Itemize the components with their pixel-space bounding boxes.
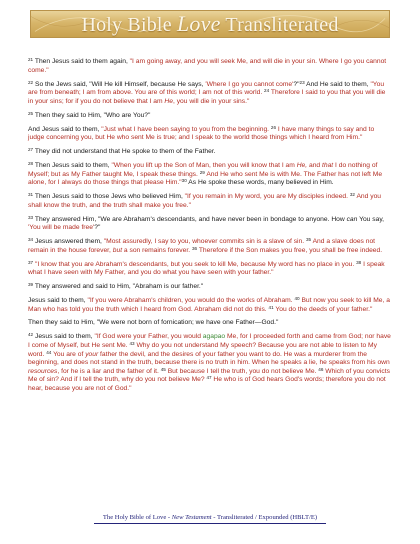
- verse-number: 23: [299, 79, 305, 85]
- verse-paragraph: $^{39}$ They answered and said to Him, "Abraham is our father.": [28, 281, 204, 290]
- verse-number: 26: [270, 124, 277, 130]
- verse-number: 45: [160, 366, 166, 372]
- verse-paragraph: Then they said to Him, "We were not born of fornication; we have one Father—God.": [28, 319, 279, 327]
- verse-paragraph: $^{21}$ Then Jesus said to them again, "I am going away, and you will seek Me, and will die in your sin. Where I go you cannot come.": [28, 56, 387, 74]
- footer-underline: [94, 523, 326, 524]
- verse-number: 43: [129, 340, 135, 346]
- verse-number: 36: [191, 245, 198, 251]
- verse-number: 40: [294, 295, 300, 301]
- verse-number: 35: [305, 236, 312, 242]
- verse-number: 38: [356, 259, 362, 265]
- verse-number: 47: [206, 375, 212, 381]
- verse-paragraph: $^{42}$ Jesus said to them, "If God were your Father, you would agapao Me, for I proceeded forth and came from God; nor have I come of Myself, but He sent Me. $^{43}$ Why do you not understand My speech? Because you are not able to listen to My word. $^{44}$ You are of your father the devil, and the desires of your father you want to do. He was a murderer from the beginning, and does not stand in the truth, because there is no truth in him. When he speaks a lie, he speaks from his own resources, for he is a liar and the father of it. $^{45}$ But because I tell the truth, you do not believe Me. $^{46}$ Which of you convicts Me of sin? And if I tell the truth, why do you not believe Me? $^{47}$ He who is of God hears God's words; therefore you do not hear, because you are not of God.": [28, 332, 391, 393]
- verse-paragraph: $^{28}$ Then Jesus said to them, "When you lift up the Son of Man, then you will know that I am He, and that I do nothing of Myself; but as My Father taught Me, I speak these things. $^{29}$ And He who sent Me is with Me. The Father has not left Me alone, for I always do those things that please Him."$^{30}$ As He spoke these words, many believed in Him.: [28, 160, 383, 187]
- verse-number: 21: [28, 56, 34, 62]
- header-banner: [30, 10, 390, 38]
- verse-number: 39: [28, 281, 34, 287]
- verse-paragraph: $^{25}$ Then they said to Him, "Who are You?": [28, 110, 151, 119]
- transliterated-word: agapao: [202, 333, 226, 341]
- verse-number: 22: [28, 79, 34, 85]
- verse-number: 25: [28, 110, 34, 116]
- verse-number: 31: [28, 191, 34, 197]
- verse-paragraph: $^{31}$ Then Jesus said to those Jews who believed Him, "If you remain in My word, you are My disciples indeed. $^{32}$ And you shall know the truth, and the truth shall make you free.": [28, 191, 382, 209]
- page-footer: The Holy Bible of Love - New Testament - Transliterated / Expounded (HBLT/E): [102, 514, 318, 521]
- verse-paragraph: $^{22}$ So the Jews said, "Will He kill Himself, because He says, 'Where I go you cannot come'?"$^{23}$ And He said to them, "You are from beneath; I am from above. You are of this world; I am not of this world. $^{24}$ Therefore I said to you that you will die in your sins; for if you do not believe that I am He, you will die in your sins.": [28, 79, 386, 105]
- verse-paragraph: $^{27}$ They did not understand that He spoke to them of the Father.: [28, 146, 216, 155]
- verse-number: 28: [28, 160, 34, 166]
- verse-paragraph: $^{34}$ Jesus answered them, "Most assuredly, I say to you, whoever commits sin is a slave of sin. $^{35}$ And a slave does not remain in the house forever, but a son remains forever. $^{36}$ Therefore if the Son makes you free, you shall be free indeed.: [28, 236, 383, 254]
- verse-number: 42: [28, 332, 34, 337]
- verse-number: 32: [349, 191, 355, 197]
- verse-paragraph: $^{37}$ "I know that you are Abraham's descendants, but you seek to kill Me, because My word has no place in you. $^{38}$ I speak what I have seen with My Father, and you do what you have seen with your father.": [28, 259, 385, 277]
- verse-paragraph: Jesus said to them, "If you were Abraham's children, you would do the works of Abraham. $^{40}$ But now you seek to kill Me, a Man who has told you the truth which I heard from God. Abraham did not do this. $^{41}$ You do the deeds of your father.": [28, 295, 390, 313]
- verse-number: 34: [28, 236, 34, 242]
- verse-number: 41: [268, 304, 274, 310]
- verse-number: 33: [28, 214, 34, 220]
- verse-number: 29: [199, 169, 205, 175]
- verse-number: 46: [318, 366, 324, 372]
- scripture-text: [28, 58, 392, 399]
- page-title: Holy Bible Love Transliterated: [81, 11, 339, 36]
- verse-number: 44: [46, 349, 52, 355]
- verse-paragraph: $^{33}$ They answered Him, "We are Abraham's descendants, and have never been in bondage to anyone. How can You say, 'You will be made free'?": [28, 214, 385, 232]
- title-love-word: Love: [176, 11, 221, 36]
- verse-paragraph: And Jesus said to them, "Just what I have been saying to you from the beginning. $^{26}$ I have many things to say and to judge concerning you, but He who sent Me is true; and I speak to the world those things which I heard from Him.": [28, 124, 375, 142]
- verse-number: 24: [264, 87, 270, 93]
- verse-number: 27: [28, 146, 34, 152]
- verse-number: 37: [28, 259, 34, 265]
- verse-number: 30: [181, 177, 187, 183]
